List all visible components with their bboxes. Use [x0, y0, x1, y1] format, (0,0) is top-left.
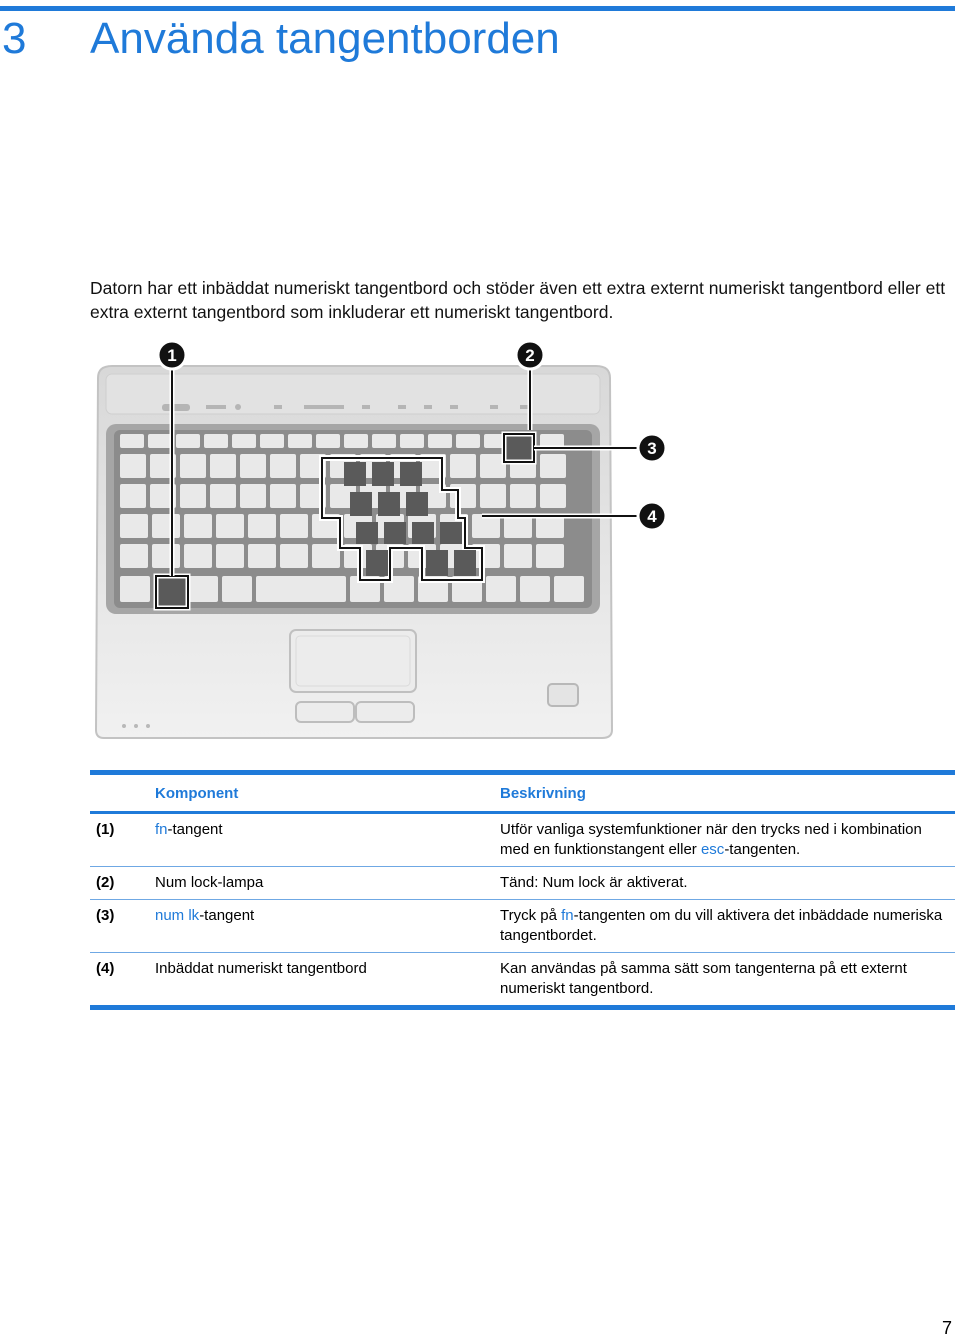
- keyboard-key: [120, 454, 146, 478]
- keyboard-key: [248, 544, 276, 568]
- keyboard-key: [536, 544, 564, 568]
- header-component: Komponent: [155, 784, 239, 802]
- keyboard-key: [120, 514, 148, 538]
- keyboard-key: [240, 454, 266, 478]
- keyboard-key: [232, 434, 256, 448]
- row-description: [500, 959, 955, 999]
- keyboard-key: [260, 434, 284, 448]
- text-segment: Inbäddat numeriskt tangentbord: [155, 960, 367, 977]
- keyboard-key: [184, 544, 212, 568]
- keyboard-key: [456, 434, 480, 448]
- highlight-term: esc: [700, 841, 725, 858]
- keyboard-key: [450, 454, 476, 478]
- callout-1-label: 1: [167, 346, 177, 365]
- row-component: [155, 906, 500, 946]
- touchpad: [290, 630, 416, 692]
- callout-3: [638, 434, 666, 462]
- fingerprint-reader: [548, 684, 578, 706]
- keyboard-key: [510, 484, 536, 508]
- keyboard-key: [400, 434, 424, 448]
- row-description: [500, 873, 955, 893]
- table-row: [90, 953, 955, 1005]
- keyboard-key: [152, 514, 180, 538]
- keyboard-key: [180, 454, 206, 478]
- keyboard-key: [270, 454, 296, 478]
- keyboard-key: [240, 484, 266, 508]
- row-number: (1): [96, 821, 115, 838]
- keyboard-key: [120, 484, 146, 508]
- keyboard-key: [540, 454, 566, 478]
- keyboard-key: [188, 576, 218, 602]
- text-segment: Tänd: Num lock är aktiverat.: [500, 874, 688, 891]
- page-number: 7: [941, 1318, 952, 1338]
- keyboard-key: [180, 484, 206, 508]
- row-component: [155, 873, 500, 893]
- table-header: [90, 775, 955, 811]
- num-lk-key-highlight: [504, 434, 534, 462]
- highlight-term: fn: [155, 821, 168, 838]
- keyboard-key: [288, 434, 312, 448]
- text-segment: Num lock-lampa: [155, 874, 264, 891]
- keyboard-key: [176, 434, 200, 448]
- keyboard-key: [256, 576, 346, 602]
- keyboard-key: [210, 454, 236, 478]
- keyboard-key: [248, 514, 276, 538]
- keyboard-key: [554, 576, 584, 602]
- keyboard-key: [520, 576, 550, 602]
- table-bottom-rule: [90, 1005, 955, 1010]
- keyboard-key: [216, 544, 244, 568]
- callout-3-label: 3: [647, 439, 657, 458]
- keyboard-key: [184, 514, 212, 538]
- text-segment: Kan användas på samma sätt som tangenterna på ett externt numeriskt tangentbord.: [500, 960, 907, 997]
- keyboard-key: [312, 544, 340, 568]
- keyboard-key: [344, 434, 368, 448]
- keyboard-key: [120, 544, 148, 568]
- callout-2-label: 2: [525, 346, 535, 365]
- text-segment: -tangent: [167, 821, 223, 838]
- keyboard-key: [216, 514, 244, 538]
- header-description: Beskrivning: [500, 784, 586, 802]
- text-segment: -tangenten.: [724, 841, 801, 858]
- text-segment: -tangenten om du vill aktivera det inbäddade numeriska tangentbordet.: [500, 907, 943, 944]
- table-row: [90, 900, 955, 952]
- touchpad-right-button: [356, 702, 414, 722]
- keyboard-key: [204, 434, 228, 448]
- keyboard-key: [120, 434, 144, 448]
- highlight-term: num lk: [155, 907, 200, 924]
- keyboard-key: [280, 544, 308, 568]
- keyboard-illustration: [90, 338, 680, 740]
- keyboard-key: [210, 484, 236, 508]
- row-number: (2): [96, 874, 115, 891]
- row-description: [500, 820, 955, 860]
- text-segment: Utför vanliga systemfunktioner när den trycks ned i kombination med en funktionstangent eller: [500, 821, 922, 858]
- row-component: [155, 959, 500, 999]
- text-segment: Tryck på: [500, 907, 562, 924]
- top-rule: [0, 6, 955, 11]
- callout-4: [638, 502, 666, 530]
- touchpad-left-button: [296, 702, 354, 722]
- table-row: [90, 867, 955, 899]
- keyboard-key: [120, 576, 150, 602]
- chapter-number: 3: [2, 14, 27, 63]
- text-segment: -tangent: [199, 907, 255, 924]
- row-component: [155, 820, 500, 860]
- row-number: (3): [96, 907, 115, 924]
- keyboard-key: [428, 434, 452, 448]
- keyboard-key: [540, 484, 566, 508]
- keyboard-key: [372, 434, 396, 448]
- table-row: [90, 814, 955, 866]
- keyboard-key: [270, 484, 296, 508]
- keyboard-key: [222, 576, 252, 602]
- keyboard-key: [486, 576, 516, 602]
- fn-key-highlight: [156, 576, 188, 608]
- keyboard-key: [148, 434, 172, 448]
- keyboard-key: [480, 484, 506, 508]
- row-number: (4): [96, 960, 115, 977]
- callout-2: [516, 341, 544, 369]
- highlight-term: fn: [561, 907, 574, 924]
- row-description: [500, 906, 955, 946]
- callout-1: [158, 341, 186, 369]
- keyboard-key: [152, 544, 180, 568]
- callout-4-label: 4: [647, 507, 657, 526]
- keyboard-key: [280, 514, 308, 538]
- intro-paragraph: Datorn har ett inbäddat numeriskt tangentbord och stöder även ett extra externt numeriskt tangentbord eller ett extra externt tangentbord som inkluderar ett numeriskt tangentbord.: [90, 278, 946, 322]
- keyboard-key: [504, 544, 532, 568]
- component-table: [90, 770, 955, 1010]
- chapter-title: Använda tangentborden: [90, 14, 560, 63]
- keyboard-key: [316, 434, 340, 448]
